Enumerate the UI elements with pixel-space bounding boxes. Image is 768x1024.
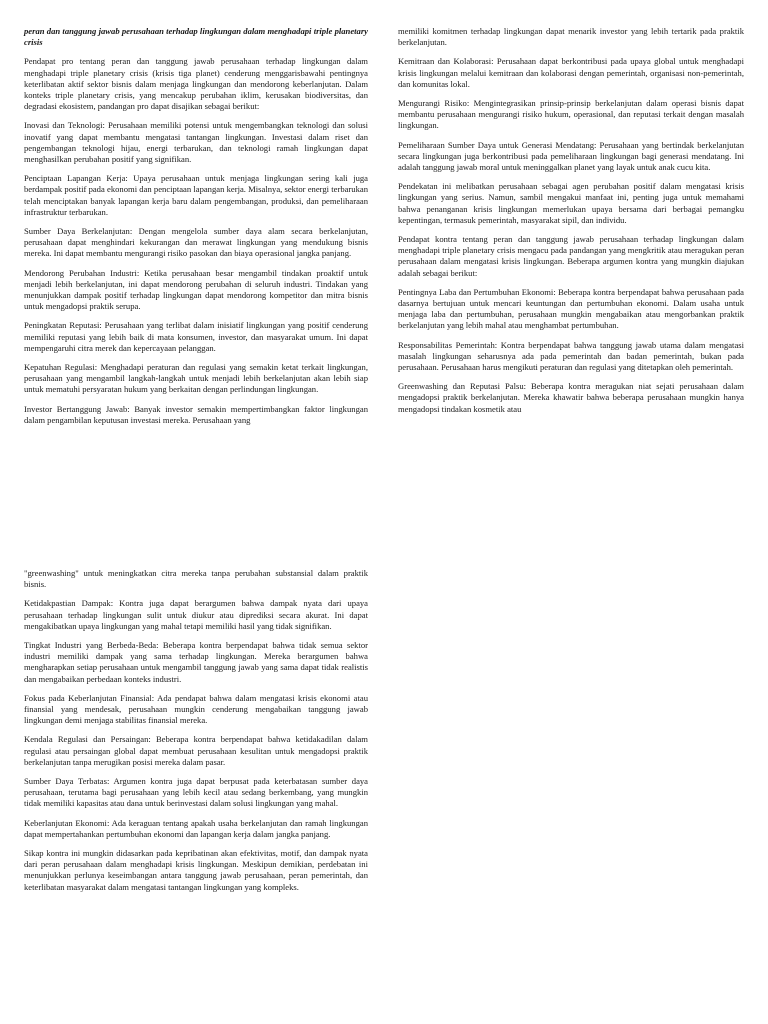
paragraph: Mendorong Perubahan Industri: Ketika perusahaan besar mengambil tindakan proaktif untuk menjadi lebih berkelanjutan, ini dapat mendorong perubahan di seluruh industri. Tindakan yang menunjukkan dampak positif terhadap lingkungan dapat mendorong kompetitor dan mitra bisnis untuk mengadopsi praktik serupa. <box>24 267 368 312</box>
paragraph: Responsabilitas Pemerintah: Kontra berpendapat bahwa tanggung jawab utama dalam mengatasi masalah lingkungan seharusnya ada pada pemerintah dan badan pemerintah, bukan pada perusahaan. Perusahaan harus mengikuti peraturan dan regulasi yang ditetapkan oleh pemerintah. <box>398 339 744 373</box>
paragraph: Pemeliharaan Sumber Daya untuk Generasi Mendatang: Perusahaan yang bertindak berkelanjutan secara lingkungan juga berkontribusi pada pemeliharaan lingkungan bagi generasi mendatang. Ini adalah tanggung jawab moral untuk meninggalkan planet yang layak untuk anak cucu kita. <box>398 139 744 173</box>
paragraph: Pendekatan ini melibatkan perusahaan sebagai agen perubahan positif dalam mengatasi krisis lingkungan yang serius. Namun, sambil mengakui manfaat ini, penting juga untuk memahami bahwa penanganan krisis lingkungan memerlukan upaya bersama dari berbagai pemangku kepentingan, termasuk pemerintah, masyarakat sipil, dan individu. <box>398 181 744 225</box>
left-top-paragraphs <box>24 56 368 426</box>
paragraph: Investor Bertanggung Jawab: Banyak investor semakin mempertimbangkan faktor lingkungan dalam pengambilan keputusan investasi mereka. Perusahaan yang <box>24 403 368 425</box>
paragraph: Greenwashing dan Reputasi Palsu: Beberapa kontra meragukan niat sejati perusahaan dalam mengadopsi praktik berkelanjutan. Mereka khawatir bahwa beberapa perusahaan mungkin hanya mengadopsi tindakan kosmetik atau <box>398 381 744 414</box>
paragraph: Sumber Daya Berkelanjutan: Dengan mengelola sumber daya alam secara berkelanjutan, perusahaan dapat menghindari kekurangan dan merawat lingkungan yang mendukung bisnis mereka. Ini dapat membantu mengurangi risiko pasokan dan biaya operasional jangka panjang. <box>24 226 368 259</box>
paragraph: Mengurangi Risiko: Mengintegrasikan prinsip-prinsip berkelanjutan dalam operasi bisnis dapat membantu perusahaan mengurangi risiko hukum, operasional, dan reputasi terkait dengan masalah lingkungan. <box>398 98 744 131</box>
paragraph: Peningkatan Reputasi: Perusahaan yang terlibat dalam inisiatif lingkungan yang positif cenderung memiliki reputasi yang lebih baik di mata konsumen, investor, dan masyarakat umum. Ini dapat mempengaruhi citra merek dan kepercayaan pelanggan. <box>24 320 368 353</box>
paragraph: Kepatuhan Regulasi: Menghadapi peraturan dan regulasi yang semakin ketat terkait lingkungan, perusahaan yang mengambil langkah-langkah untuk menjadi lebih berkelanjutan akan lebih siap untuk mematuhi persyaratan hukum yang berkaitan dengan perlindungan lingkungan. <box>24 362 368 395</box>
paragraph: Penciptaan Lapangan Kerja: Upaya perusahaan untuk menjaga lingkungan sering kali juga berdampak positif pada ekonomi dan penciptaan lapangan kerja. Misalnya, sektor energi terbarukan telah menciptakan banyak lapangan kerja baru dalam pengembangan, produksi, dan pemeliharaan infrastruktur terbarukan. <box>24 173 368 217</box>
paragraph: "greenwashing" untuk meningkatkan citra mereka tanpa perubahan substansial dalam praktik bisnis. <box>24 568 368 590</box>
paragraph: Pendapat kontra tentang peran dan tanggung jawab perusahaan terhadap lingkungan dalam menghadapi triple planetary crisis mengacu pada pandangan yang mengkritik atau meragukan peran perusahaan dalam mengatasi krisis lingkungan. Beberapa argumen kontra yang mungkin diajukan adalah sebagai berikut: <box>398 234 744 278</box>
paragraph: Kendala Regulasi dan Persaingan: Beberapa kontra berpendapat bahwa ketidakadilan dalam regulasi atau persaingan global dapat membuat perusahaan kesulitan untuk mengadopsi praktik berkelanjutan tanpa merugikan posisi mereka dalam pasar. <box>24 734 368 767</box>
paragraph: Keberlanjutan Ekonomi: Ada keraguan tentang apakah usaha berkelanjutan dan ramah lingkungan dapat mempertahankan pertumbuhan ekonomi dan lapangan kerja dalam jangka panjang. <box>24 817 368 839</box>
left-bottom-paragraphs <box>24 568 368 893</box>
paragraph: Pentingnya Laba dan Pertumbuhan Ekonomi: Beberapa kontra berpendapat bahwa perusahaan pada dasarnya bertujuan untuk mencari keuntungan dan pertumbuhan ekonomi. Dalam usaha untuk menjaga laba dan pertumbuhan, perusahaan mungkin mengabaikan atau mengorbankan praktik berkelanjutan yang lebih mahal atau menghambat pertumbuhan. <box>398 286 744 331</box>
left-column-bottom <box>24 568 368 901</box>
paragraph: Sumber Daya Terbatas: Argumen kontra juga dapat berpusat pada keterbatasan sumber daya perusahaan, terutama bagi perusahaan yang lebih kecil atau sedang berkembang, yang mungkin tidak memiliki kapasitas atau dana untuk berinvestasi dalam solusi lingkungan yang mahal. <box>24 776 368 809</box>
paragraph: Sikap kontra ini mungkin didasarkan pada kepribatinan akan efektivitas, motif, dan dampak nyata dari peran perusahaan dalam menghadapi krisis lingkungan. Meskipun demikian, perdebatan ini menunjukkan perlunya keseimbangan antara tanggung jawab perusahaan, peran pemerintah, dan keterlibatan masyarakat dalam mengatasi tantangan lingkungan yang kompleks. <box>24 848 368 892</box>
paragraph: Inovasi dan Teknologi: Perusahaan memiliki potensi untuk mengembangkan teknologi dan solusi inovatif yang dapat membantu mengatasi tantangan lingkungan. Investasi dalam riset dan pengembangan teknologi hijau, energi terbarukan, dan teknologi ramah lingkungan dapat menghasilkan perubahan positif yang signifikan. <box>24 120 368 165</box>
document-title: peran dan tanggung jawab perusahaan terhadap lingkungan dalam menghadapi triple planetary crisis <box>24 26 368 48</box>
paragraph: Fokus pada Keberlanjutan Finansial: Ada pendapat bahwa dalam mengatasi krisis ekonomi atau finansial yang mendesak, perusahaan mungkin cenderung mengabaikan tanggung jawab lingkungan demi menjaga stabilitas finansial mereka. <box>24 692 368 726</box>
right-top-paragraphs <box>398 26 744 415</box>
right-column-top <box>398 26 744 423</box>
paragraph: Ketidakpastian Dampak: Kontra juga dapat berargumen bahwa dampak nyata dari upaya perusahaan terhadap lingkungan sulit untuk diukur atau diprediksi secara akurat. Ini dapat mengakibatkan upaya lingkungan yang mahal tetapi memiliki hasil yang tidak signifikan. <box>24 598 368 631</box>
paragraph: Kemitraan dan Kolaborasi: Perusahaan dapat berkontribusi pada upaya global untuk menghadapi krisis lingkungan melalui kemitraan dan kolaborasi dengan pemerintah, organisasi non-pemerintah, dan komunitas lokal. <box>398 56 744 89</box>
paragraph: memiliki komitmen terhadap lingkungan dapat menarik investor yang lebih tertarik pada praktik berkelanjutan. <box>398 26 744 48</box>
paragraph: Pendapat pro tentang peran dan tanggung jawab perusahaan terhadap lingkungan dalam menghadapi triple planetary crisis (krisis tiga planet) cenderung menggarisbawahi pentingnya keterlibatan aktif sektor bisnis dalam menjaga lingkungan dan mendorong keberlanjutan. Dalam konteks triple planetary crisis, yang mencakup perubahan iklim, kerusakan biodiversitas, dan degradasi ekosistem, pandangan pro dapat disajikan sebagai berikut: <box>24 56 368 112</box>
left-column-top <box>24 26 368 434</box>
paragraph: Tingkat Industri yang Berbeda-Beda: Beberapa kontra berpendapat bahwa tidak semua sektor industri memiliki dampak yang sama terhadap lingkungan. Mereka berargumen bahwa mengharapkan setiap perusahaan untuk mengambil tanggung jawab yang sama dapat tidak realistis dan mengabaikan perbedaan konteks industri. <box>24 640 368 684</box>
